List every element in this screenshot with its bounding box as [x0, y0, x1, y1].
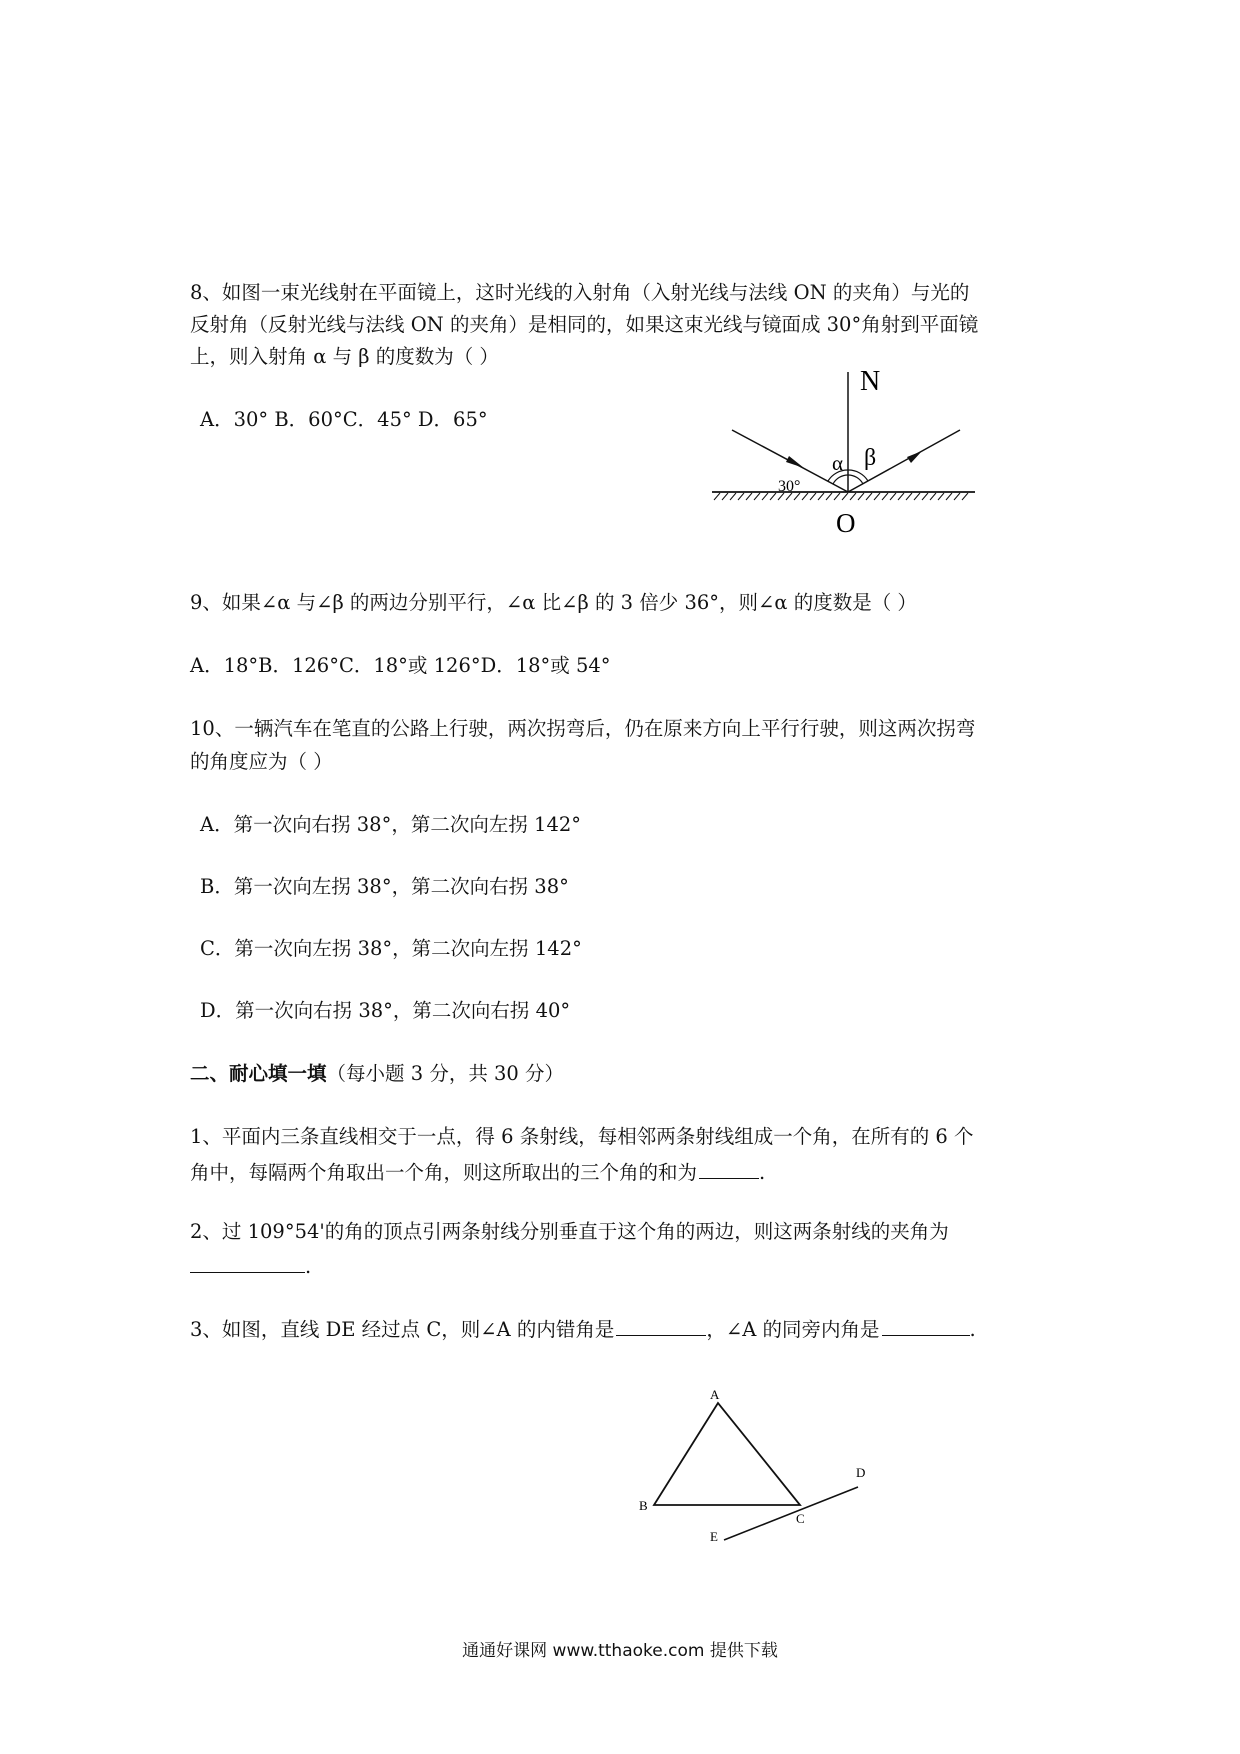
label-b: B — [639, 1498, 648, 1513]
f3-stem-part2: ，∠A 的同旁内角是 — [706, 1318, 880, 1341]
f3-answer-blank-1[interactable] — [616, 1317, 706, 1336]
q10-stem-line1: 10、一辆汽车在笔直的公路上行驶，两次拐弯后，仍在原来方向上平行行驶，则这两次拐弯 — [190, 717, 976, 740]
reflection-figure — [700, 360, 1000, 540]
label-a: A — [710, 1387, 720, 1402]
q9-options: A．18°B．126°C．18°或 126°D．18°或 54° — [190, 654, 611, 677]
f3-stem-part1: 3、如图，直线 DE 经过点 C，则∠A 的内错角是 — [190, 1318, 615, 1341]
q8-options: A．30° B．60°C．45° D．65° — [200, 408, 488, 431]
q10-stem-line2: 的角度应为（ ） — [190, 750, 333, 773]
mirror-hatching — [714, 493, 968, 500]
reflected-arrow-icon — [907, 451, 922, 463]
section-2-note: （每小题 3 分，共 30 分） — [326, 1062, 565, 1085]
q10-option-b: B．第一次向左拐 38°，第二次向右拐 38° — [200, 875, 569, 898]
f3-stem-end: . — [969, 1318, 976, 1341]
f3-stem — [190, 1317, 976, 1340]
label-o: O — [836, 508, 856, 538]
label-beta: β — [864, 445, 877, 471]
label-e: E — [710, 1529, 718, 1544]
q8-stem-line1: 8、如图一束光线射在平面镜上，这时光线的入射角（入射光线与法线 ON 的夹角）与光的 — [190, 281, 970, 304]
section-2-heading — [190, 1064, 564, 1084]
f1-stem-line1: 1、平面内三条直线相交于一点，得 6 条射线，每相邻两条射线组成一个角，在所有的 6 个 — [190, 1125, 974, 1148]
f2-answer-blank[interactable] — [190, 1254, 305, 1273]
f1-stem-text: 角中，每隔两个角取出一个角，则这所取出的三个角的和为 — [190, 1161, 698, 1184]
triangle-figure — [630, 1385, 890, 1545]
f2-stem-line2 — [190, 1254, 311, 1277]
label-c: C — [796, 1511, 805, 1526]
q9-stem: 9、如果∠α 与∠β 的两边分别平行，∠α 比∠β 的 3 倍少 36°，则∠α 的度数是（ ） — [190, 591, 917, 614]
label-n: N — [860, 366, 881, 397]
alpha-arc-inner — [833, 475, 848, 484]
f3-answer-blank-2[interactable] — [882, 1317, 970, 1336]
f1-answer-blank[interactable] — [699, 1160, 759, 1179]
footer-credit: 通通好课网 www.tthaoke.com 提供下载 — [462, 1641, 778, 1661]
f2-stem-end: . — [305, 1255, 312, 1278]
q8-stem-line3: 上，则入射角 α 与 β 的度数为（ ） — [190, 345, 499, 368]
incident-arrow-icon — [786, 456, 804, 468]
f1-stem-end: . — [759, 1161, 766, 1184]
label-alpha: α — [832, 451, 844, 475]
q10-option-c: C．第一次向左拐 38°，第二次向左拐 142° — [200, 937, 582, 960]
f2-stem-line1: 2、过 109°54'的角的顶点引两条射线分别垂直于这个角的两边，则这两条射线的夹角为 — [190, 1220, 949, 1243]
triangle-abc — [654, 1403, 800, 1505]
section-2-title: 二、耐心填一填 — [190, 1062, 327, 1085]
q10-option-d: D．第一次向右拐 38°，第二次向右拐 40° — [200, 999, 571, 1022]
q8-stem-line2: 反射角（反射光线与法线 ON 的夹角）是相同的，如果这束光线与镜面成 30°角射到平面镜 — [190, 313, 979, 336]
label-d: D — [856, 1465, 866, 1480]
beta-arc-inner — [848, 475, 863, 484]
f1-stem-line2 — [190, 1160, 765, 1183]
q10-option-a: A．第一次向右拐 38°，第二次向左拐 142° — [200, 813, 582, 836]
label-30-degree: 30° — [778, 478, 801, 495]
